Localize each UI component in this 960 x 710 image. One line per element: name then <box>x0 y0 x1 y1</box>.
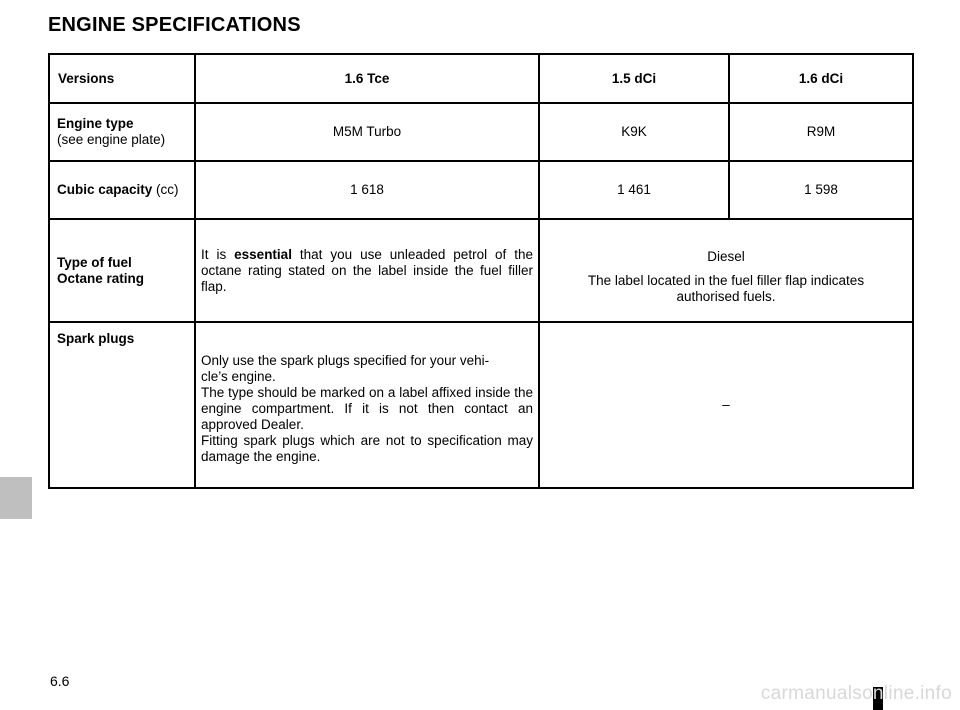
spark-plugs-label-cell <box>49 322 195 488</box>
engine-type-label: Engine type <box>57 116 134 131</box>
engine-type-1-6-dci: R9M <box>729 103 913 161</box>
cubic-capacity-label-cell <box>49 161 195 219</box>
chapter-tab <box>0 477 32 519</box>
diesel-fuel-note <box>539 219 913 322</box>
spark-plugs-diesel-value: – <box>539 322 913 488</box>
spark-plugs-text-1: Only use the spark plugs specified for your vehi- <box>201 353 490 368</box>
engine-type-label-cell <box>49 103 195 161</box>
cubic-capacity-row <box>49 161 913 219</box>
column-header-1-6-tce: 1.6 Tce <box>195 54 539 103</box>
cubic-capacity-1-6-tce: 1 618 <box>195 161 539 219</box>
engine-type-1-6-tce: M5M Turbo <box>195 103 539 161</box>
cubic-capacity-unit: (cc) <box>152 182 179 197</box>
versions-header: Versions <box>49 54 195 103</box>
type-of-fuel-label: Type of fuel <box>57 254 132 270</box>
spark-plugs-note <box>195 322 539 488</box>
engine-type-sublabel: (see engine plate) <box>57 132 166 147</box>
cubic-capacity-1-5-dci: 1 461 <box>539 161 729 219</box>
fuel-label-cell <box>49 219 195 322</box>
petrol-note-emphasis: essential <box>234 246 292 262</box>
octane-rating-label: Octane rating <box>57 270 145 286</box>
cubic-capacity-label: Cubic capacity <box>57 182 153 197</box>
column-header-1-5-dci: 1.5 dCi <box>539 54 729 103</box>
spark-plugs-text-2: cle’s engine. <box>201 369 276 384</box>
diesel-fuel-label-note: The label located in the fuel filler flap indicates authorised fuels. <box>587 272 865 304</box>
fuel-row <box>49 219 913 322</box>
spark-plugs-text-4: Fitting spark plugs which are not to specification may damage the engine. <box>201 433 533 464</box>
engine-type-row <box>49 103 913 161</box>
petrol-fuel-note <box>195 219 539 322</box>
watermark: carmanualsonline.info <box>760 683 952 704</box>
column-header-1-6-dci: 1.6 dCi <box>729 54 913 103</box>
table-header-row <box>49 54 913 103</box>
engine-type-1-5-dci: K9K <box>539 103 729 161</box>
petrol-note-rest: that you use unleaded petrol of the octane rating stated on the label inside the fuel filler flap. <box>201 246 533 294</box>
page-title: ENGINE SPECIFICATIONS <box>48 14 301 36</box>
page-number: 6.6 <box>50 673 70 689</box>
spark-plugs-label: Spark plugs <box>57 331 135 346</box>
petrol-note-prefix: It is <box>201 246 235 262</box>
cubic-capacity-1-6-dci: 1 598 <box>729 161 913 219</box>
spark-plugs-row <box>49 322 913 488</box>
engine-specs-table <box>48 53 914 489</box>
diesel-title: Diesel <box>707 248 745 264</box>
spark-plugs-text-3: The type should be marked on a label affixed inside the engine compartment. If it is not then contact an approved Dealer. <box>201 385 533 432</box>
